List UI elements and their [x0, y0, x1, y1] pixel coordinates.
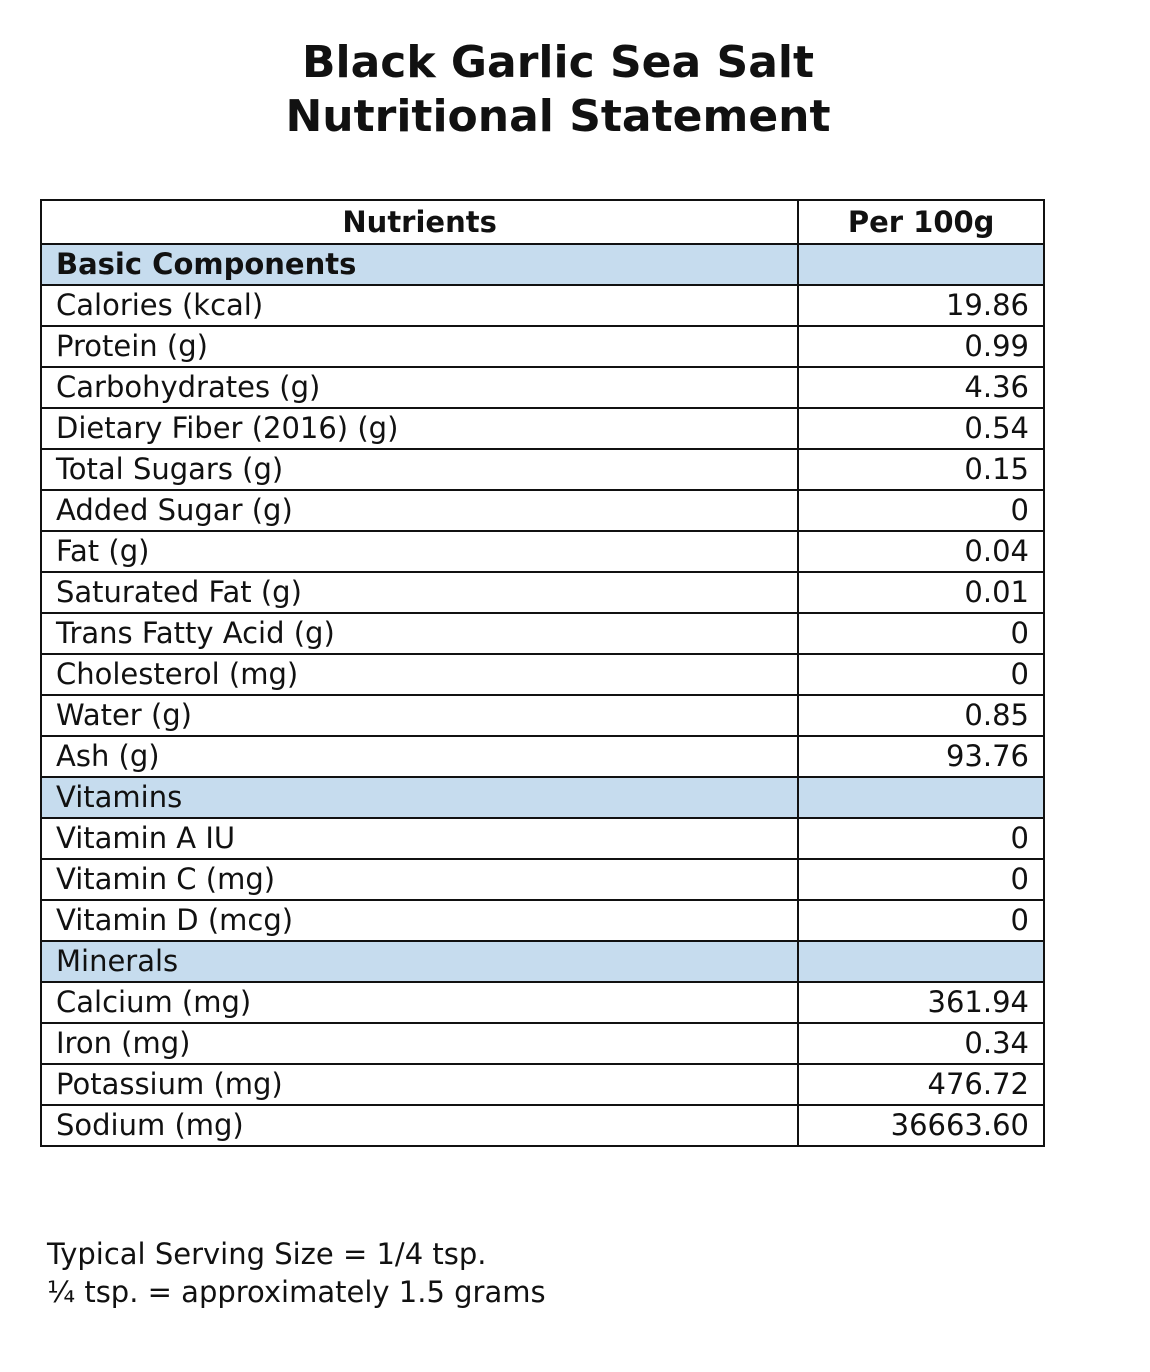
table-row — [41, 982, 1044, 1023]
nutrient-value: 0 — [798, 818, 1044, 859]
nutrient-name: Fat (g) — [41, 531, 798, 572]
nutrient-name: Potassium (mg) — [41, 1064, 798, 1105]
nutrient-name: Trans Fatty Acid (g) — [41, 613, 798, 654]
nutrient-value: 0.04 — [798, 531, 1044, 572]
nutrient-name: Calories (kcal) — [41, 285, 798, 326]
nutrient-value: 0 — [798, 490, 1044, 531]
nutrient-name: Cholesterol (mg) — [41, 654, 798, 695]
serving-weight-note: ¼ tsp. = approximately 1.5 grams — [47, 1275, 546, 1309]
nutrient-value: 0.85 — [798, 695, 1044, 736]
nutrient-value: 0 — [798, 613, 1044, 654]
nutrient-name: Iron (mg) — [41, 1023, 798, 1064]
table-row — [41, 572, 1044, 613]
nutrient-value: 361.94 — [798, 982, 1044, 1023]
nutrient-name: Added Sugar (g) — [41, 490, 798, 531]
table-row — [41, 695, 1044, 736]
nutrient-name: Protein (g) — [41, 326, 798, 367]
table-row — [41, 1105, 1044, 1146]
nutrient-name: Carbohydrates (g) — [41, 367, 798, 408]
nutrient-value: 476.72 — [798, 1064, 1044, 1105]
nutrient-value: 0.15 — [798, 449, 1044, 490]
nutrient-name: Total Sugars (g) — [41, 449, 798, 490]
section-row-minerals — [41, 941, 1044, 982]
nutrient-value: 0 — [798, 900, 1044, 941]
table-row — [41, 367, 1044, 408]
section-empty-cell — [798, 777, 1044, 818]
table-row — [41, 859, 1044, 900]
nutrient-name: Ash (g) — [41, 736, 798, 777]
nutrient-name: Sodium (mg) — [41, 1105, 798, 1146]
header-nutrients: Nutrients — [41, 200, 798, 244]
table-row — [41, 490, 1044, 531]
table-row — [41, 1023, 1044, 1064]
table-row — [41, 818, 1044, 859]
nutrient-name: Vitamin D (mcg) — [41, 900, 798, 941]
nutrient-value: 0.34 — [798, 1023, 1044, 1064]
table-row — [41, 1064, 1044, 1105]
nutrient-name: Dietary Fiber (2016) (g) — [41, 408, 798, 449]
nutrient-value: 36663.60 — [798, 1105, 1044, 1146]
section-label: Vitamins — [41, 777, 798, 818]
table-row — [41, 531, 1044, 572]
section-label: Basic Components — [41, 244, 798, 285]
table-body — [41, 244, 1044, 1146]
table-row — [41, 613, 1044, 654]
table-row — [41, 736, 1044, 777]
table-header-row — [41, 200, 1044, 244]
nutrient-name: Calcium (mg) — [41, 982, 798, 1023]
table-row — [41, 326, 1044, 367]
nutrient-value: 19.86 — [798, 285, 1044, 326]
section-label: Minerals — [41, 941, 798, 982]
title-line-1: Black Garlic Sea Salt — [301, 37, 815, 88]
nutrient-value: 0.54 — [798, 408, 1044, 449]
section-row-vitamins — [41, 777, 1044, 818]
nutrient-value: 4.36 — [798, 367, 1044, 408]
serving-notes — [47, 1235, 546, 1311]
section-empty-cell — [798, 244, 1044, 285]
nutrient-value: 0 — [798, 859, 1044, 900]
nutrient-value: 0.99 — [798, 326, 1044, 367]
nutrient-value: 0.01 — [798, 572, 1044, 613]
nutrient-value: 0 — [798, 654, 1044, 695]
table-row — [41, 900, 1044, 941]
nutrient-value: 93.76 — [798, 736, 1044, 777]
nutrient-name: Water (g) — [41, 695, 798, 736]
header-per-100g: Per 100g — [798, 200, 1044, 244]
page-title — [0, 36, 1116, 144]
nutrient-name: Saturated Fat (g) — [41, 572, 798, 613]
nutrition-table — [40, 199, 1045, 1147]
serving-size-note: Typical Serving Size = 1/4 tsp. — [47, 1237, 487, 1271]
table-row — [41, 408, 1044, 449]
nutrient-name: Vitamin A IU — [41, 818, 798, 859]
title-line-2: Nutritional Statement — [285, 91, 831, 142]
nutrient-name: Vitamin C (mg) — [41, 859, 798, 900]
section-row-basic-components — [41, 244, 1044, 285]
table-row — [41, 285, 1044, 326]
table-row — [41, 449, 1044, 490]
table-row — [41, 654, 1044, 695]
section-empty-cell — [798, 941, 1044, 982]
